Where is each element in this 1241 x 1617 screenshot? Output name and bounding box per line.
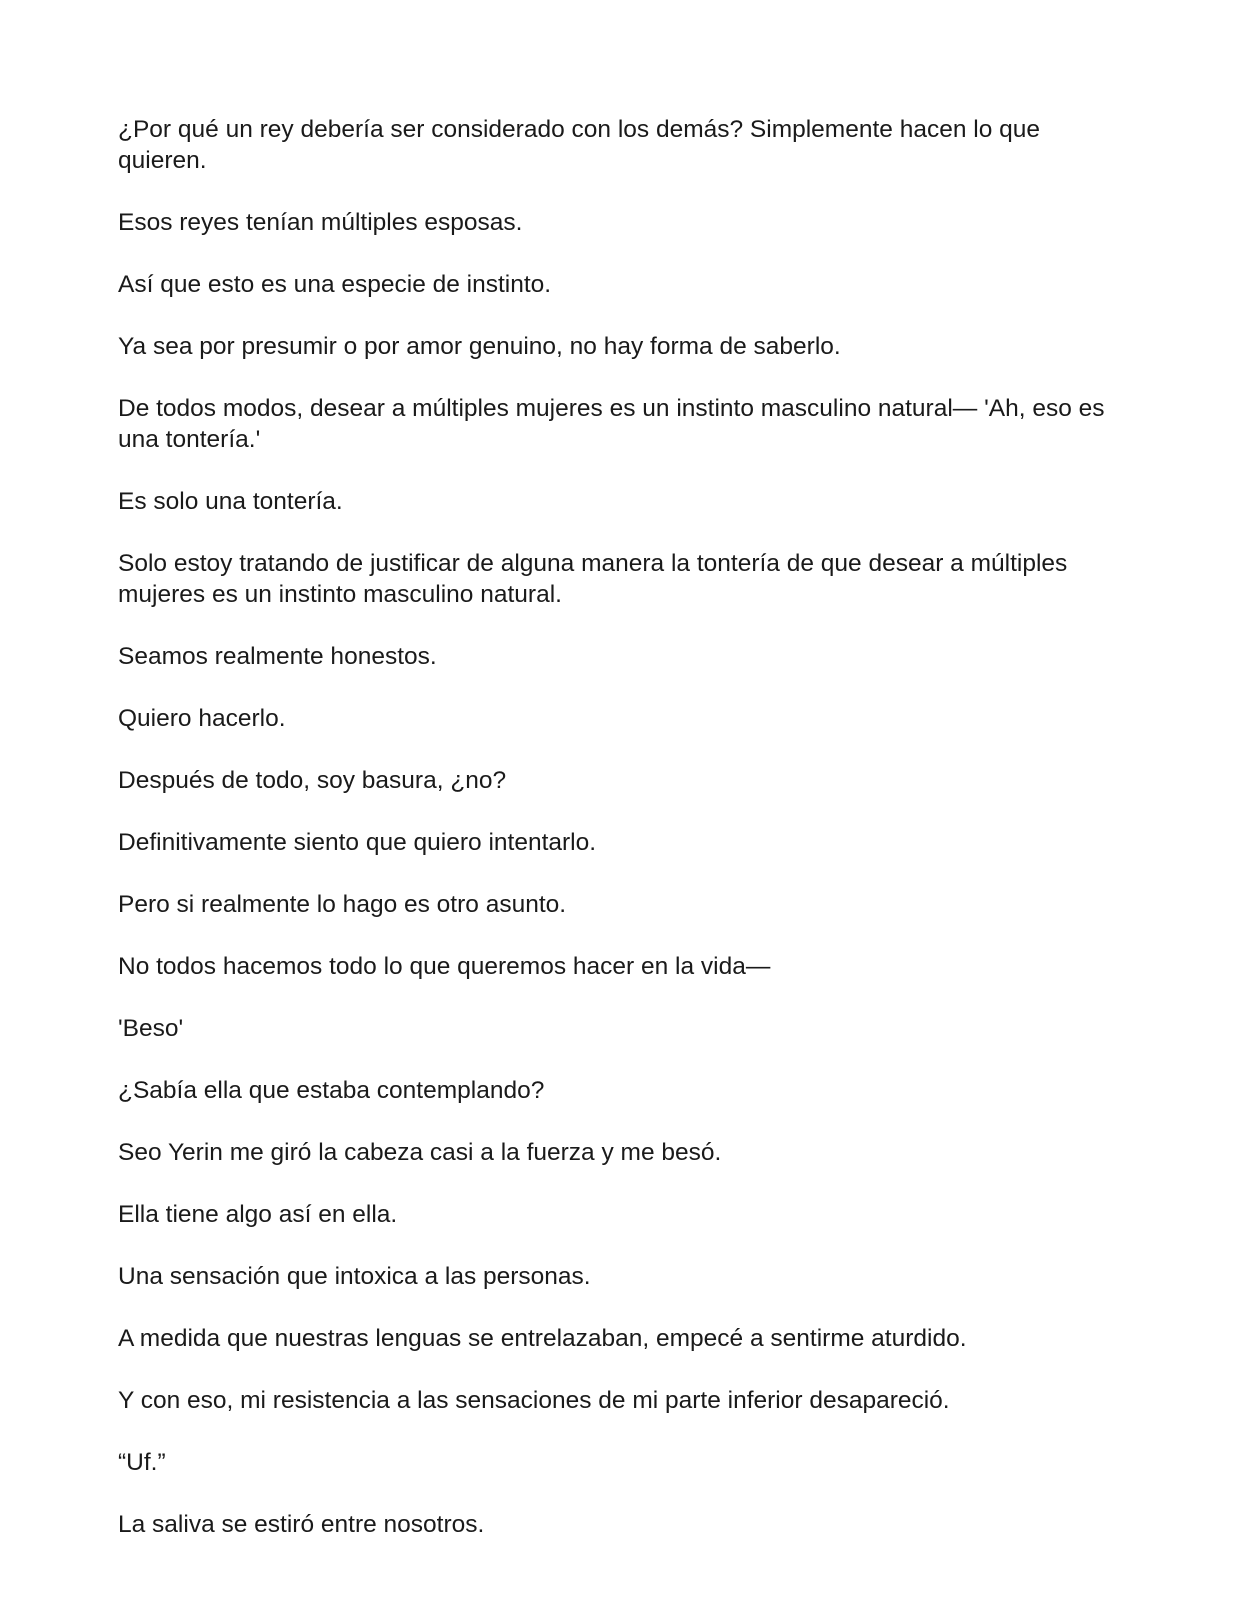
paragraph: Quiero hacerlo. bbox=[118, 705, 286, 732]
paragraph: Ya sea por presumir o por amor genuino, no hay forma de saberlo. bbox=[118, 333, 841, 360]
paragraph: Definitivamente siento que quiero intentarlo. bbox=[118, 829, 597, 856]
document-body bbox=[118, 114, 1128, 1571]
paragraph: No todos hacemos todo lo que queremos hacer en la vida— bbox=[118, 953, 771, 980]
paragraph: “Uf.” bbox=[118, 1449, 166, 1476]
paragraph: Pero si realmente lo hago es otro asunto. bbox=[118, 891, 567, 918]
paragraph: Seamos realmente honestos. bbox=[118, 643, 437, 670]
paragraph: Ella tiene algo así en ella. bbox=[118, 1201, 398, 1228]
paragraph: La saliva se estiró entre nosotros. bbox=[118, 1511, 485, 1538]
paragraph: Esos reyes tenían múltiples esposas. bbox=[118, 209, 523, 236]
paragraph: Así que esto es una especie de instinto. bbox=[118, 271, 552, 298]
paragraph: ¿Sabía ella que estaba contemplando? bbox=[118, 1077, 545, 1104]
paragraph: Seo Yerin me giró la cabeza casi a la fuerza y me besó. bbox=[118, 1139, 722, 1166]
paragraph: De todos modos, desear a múltiples mujeres es un instinto masculino natural— 'Ah, eso es una tontería.' bbox=[118, 395, 1105, 453]
paragraph: Y con eso, mi resistencia a las sensaciones de mi parte inferior desapareció. bbox=[118, 1387, 950, 1414]
paragraph: Una sensación que intoxica a las personas. bbox=[118, 1263, 591, 1290]
paragraph: Solo estoy tratando de justificar de alguna manera la tontería de que desear a múltiples mujeres es un instinto masculino natural. bbox=[118, 550, 1068, 608]
paragraph: Después de todo, soy basura, ¿no? bbox=[118, 767, 507, 794]
paragraph: ¿Por qué un rey debería ser considerado con los demás? Simplemente hacen lo que quieren. bbox=[118, 116, 1041, 174]
paragraph: A medida que nuestras lenguas se entrelazaban, empecé a sentirme aturdido. bbox=[118, 1325, 967, 1352]
paragraph: Es solo una tontería. bbox=[118, 488, 343, 515]
paragraph: 'Beso' bbox=[118, 1015, 184, 1042]
